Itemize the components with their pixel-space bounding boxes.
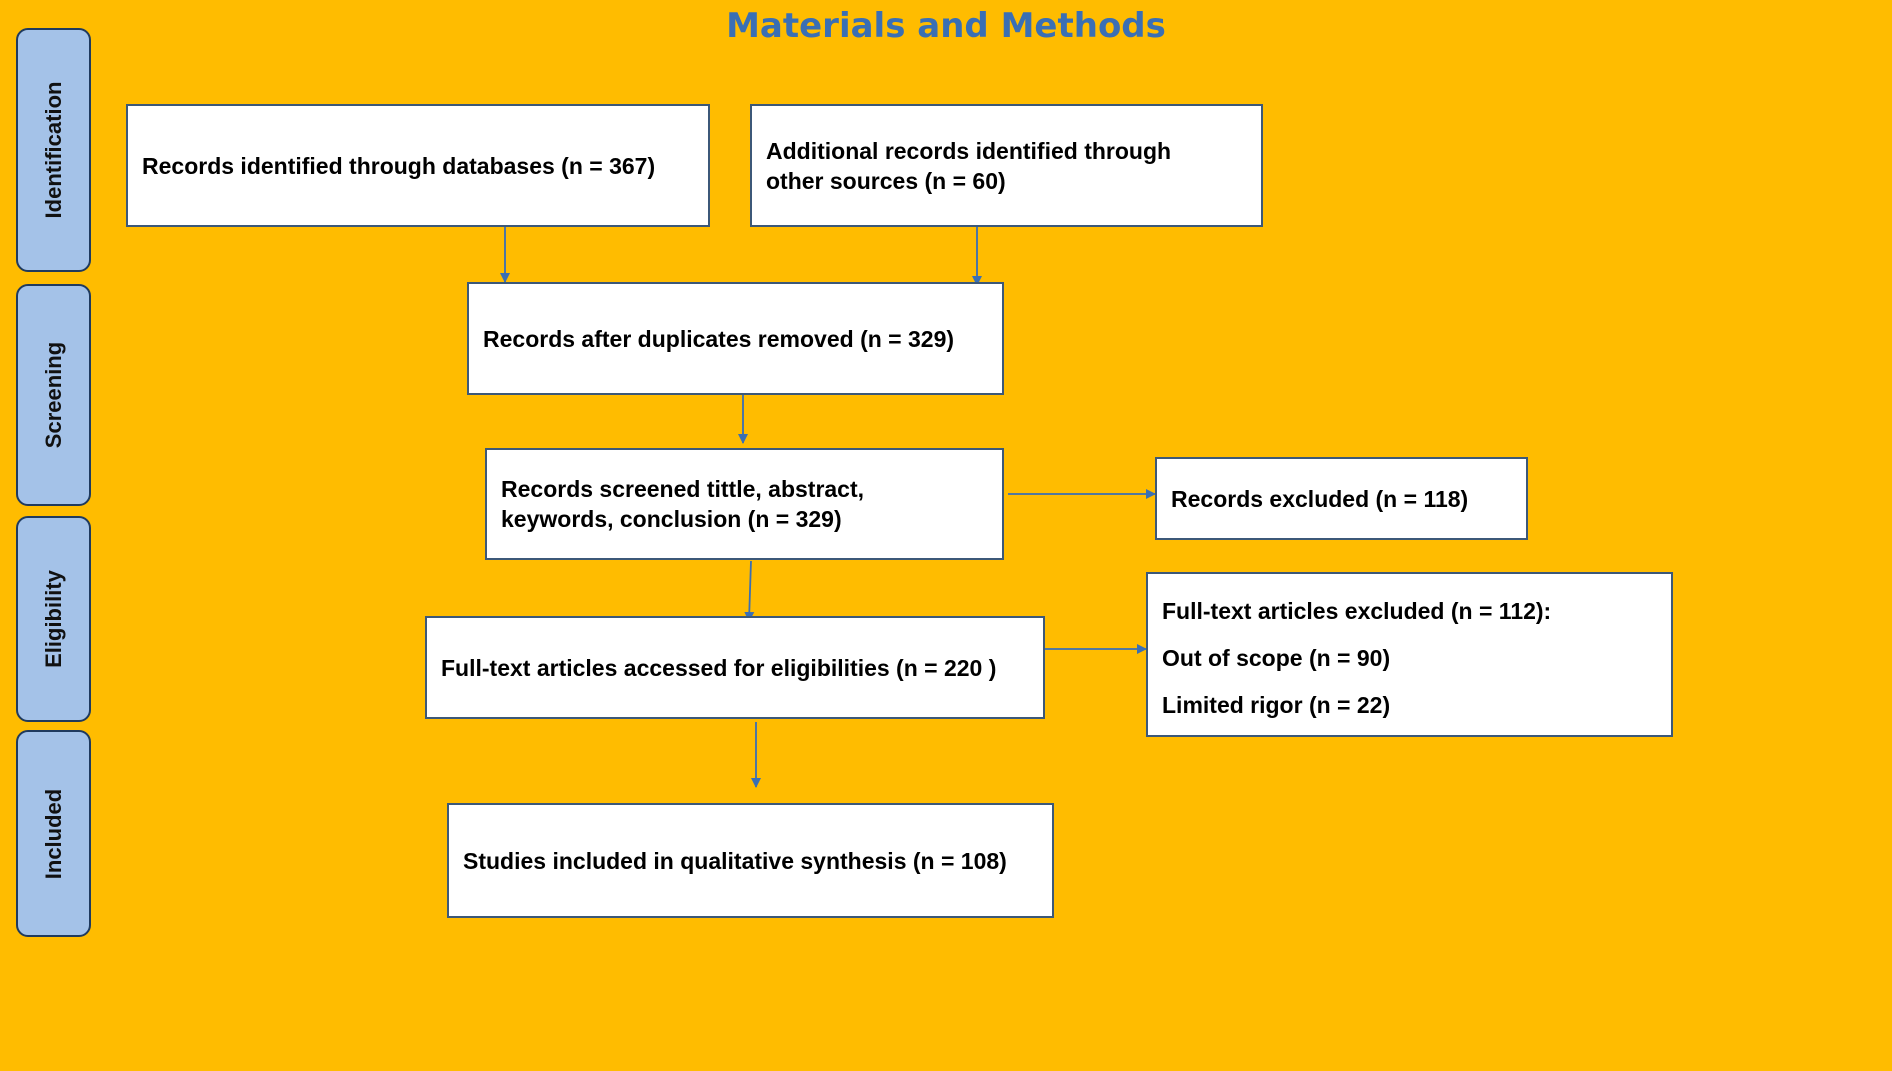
box-fulltext-assessed-text: Full-text articles accessed for eligibilities (n = 220 ) [441,654,997,681]
box-additional-records-line-1: Additional records identified through [766,137,1172,164]
box-studies-included-text: Studies included in qualitative synthesis (n = 108) [463,847,1007,874]
phase-eligibility-label: Eligibility [40,570,66,668]
box-additional-records [750,104,1263,227]
phase-identification-label: Identification [40,81,66,219]
box-fulltext-excluded-line-1: Full-text articles excluded (n = 112): [1162,598,1552,624]
phase-included-label: Included [40,788,66,879]
box-records-databases-text: Records identified through databases (n = 367) [142,152,656,179]
box-fulltext-assessed [425,616,1045,719]
box-records-excluded [1155,457,1528,540]
box-records-databases [126,104,710,227]
page-title: Materials and Methods [726,6,1166,46]
phase-screening-label: Screening [40,341,66,449]
arrow-screened-to-fulltext [749,561,751,621]
box-fulltext-excluded-line-3: Limited rigor (n = 22) [1162,692,1391,718]
box-after-duplicates [467,282,1004,395]
box-screened-line-2: keywords, conclusion (n = 329) [501,506,842,532]
box-fulltext-excluded-line-2: Out of scope (n = 90) [1162,645,1391,671]
box-screened [485,448,1004,560]
box-fulltext-excluded [1146,572,1673,737]
box-after-duplicates-text: Records after duplicates removed (n = 329) [483,325,955,352]
box-records-excluded-text: Records excluded (n = 118) [1171,485,1469,512]
box-studies-included [447,803,1054,918]
box-additional-records-line-2: other sources (n = 60) [766,167,1006,194]
box-screened-line-1: Records screened tittle, abstract, [501,476,865,502]
